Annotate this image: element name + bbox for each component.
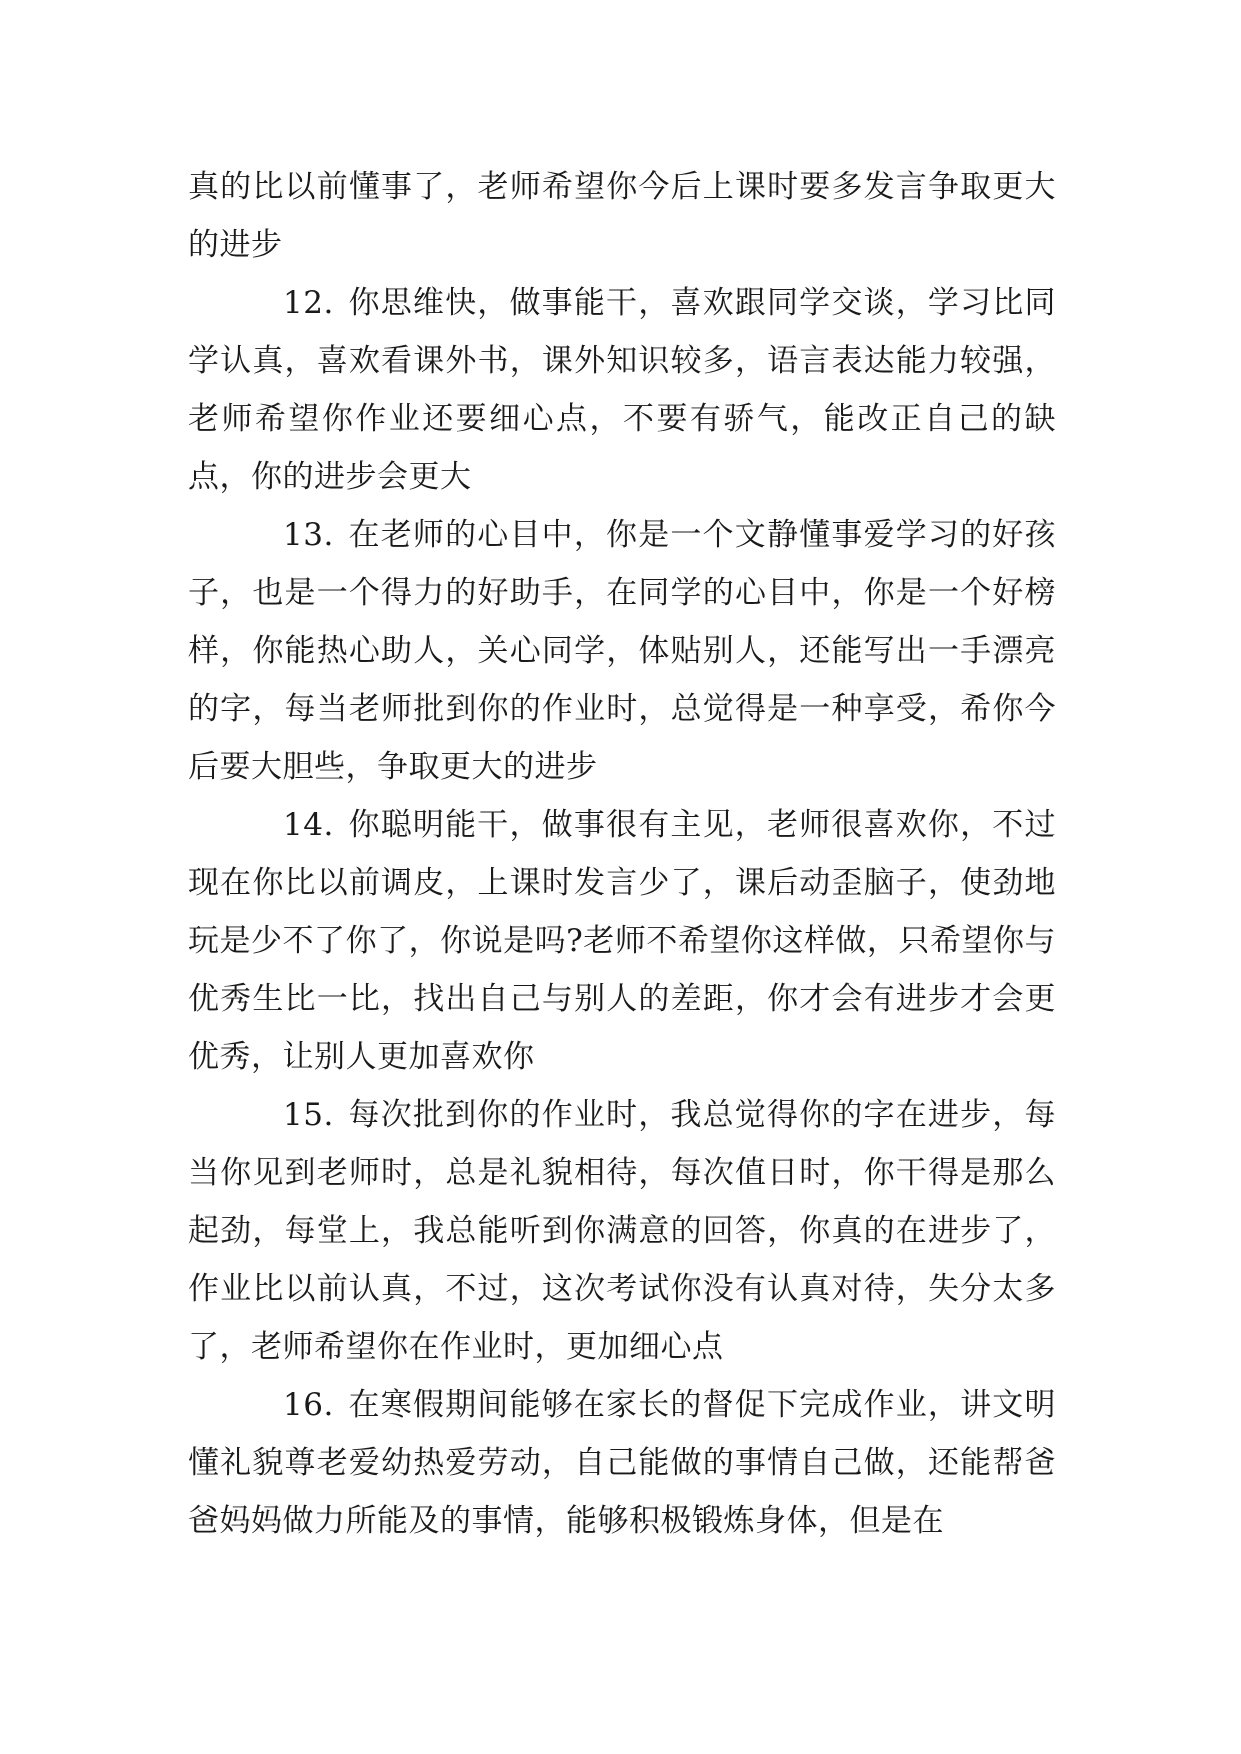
paragraph-text: 真的比以前懂事了，老师希望你今后上课时要多发言争取更大的进步 xyxy=(188,169,1056,263)
paragraph-text: 每次批到你的作业时，我总觉得你的字在进步，每当你见到老师时，总是礼貌相待，每次值日时，你干得是那么起劲，每堂上，我总能听到你满意的回答，你真的在进步了，作业比以前认真，不过，这次考试你没有认真对待，失分太多了，老师希望你在作业时，更加细心点 xyxy=(188,1097,1056,1365)
paragraph-12 xyxy=(188,274,1056,506)
paragraph-16 xyxy=(188,1376,1056,1550)
paragraph-number: 16. xyxy=(283,1387,334,1423)
paragraph-text: 在寒假期间能够在家长的督促下完成作业，讲文明懂礼貌尊老爱幼热爱劳动，自己能做的事情自己做，还能帮爸爸妈妈做力所能及的事情，能够积极锻炼身体，但是在 xyxy=(188,1387,1056,1539)
paragraph-number: 14. xyxy=(283,807,334,843)
paragraph-continuation xyxy=(188,158,1056,274)
paragraph-text: 你聪明能干，做事很有主见，老师很喜欢你，不过现在你比以前调皮，上课时发言少了，课后动歪脑子，使劲地玩是少不了你了，你说是吗?老师不希望你这样做，只希望你与优秀生比一比，找出自己与别人的差距，你才会有进步才会更优秀，让别人更加喜欢你 xyxy=(188,807,1056,1075)
paragraph-number: 13. xyxy=(283,517,334,553)
paragraph-text: 在老师的心目中，你是一个文静懂事爱学习的好孩子，也是一个得力的好助手，在同学的心目中，你是一个好榜样，你能热心助人，关心同学，体贴别人，还能写出一手漂亮的字，每当老师批到你的作业时，总觉得是一种享受，希你今后要大胆些，争取更大的进步 xyxy=(188,517,1056,785)
document-body xyxy=(188,158,1056,1550)
paragraph-number: 15. xyxy=(283,1097,334,1133)
paragraph-number: 12. xyxy=(283,285,334,321)
paragraph-14 xyxy=(188,796,1056,1086)
paragraph-13 xyxy=(188,506,1056,796)
paragraph-text: 你思维快，做事能干，喜欢跟同学交谈，学习比同学认真，喜欢看课外书，课外知识较多，语言表达能力较强，老师希望你作业还要细心点，不要有骄气，能改正自己的缺点，你的进步会更大 xyxy=(188,285,1056,495)
paragraph-15 xyxy=(188,1086,1056,1376)
